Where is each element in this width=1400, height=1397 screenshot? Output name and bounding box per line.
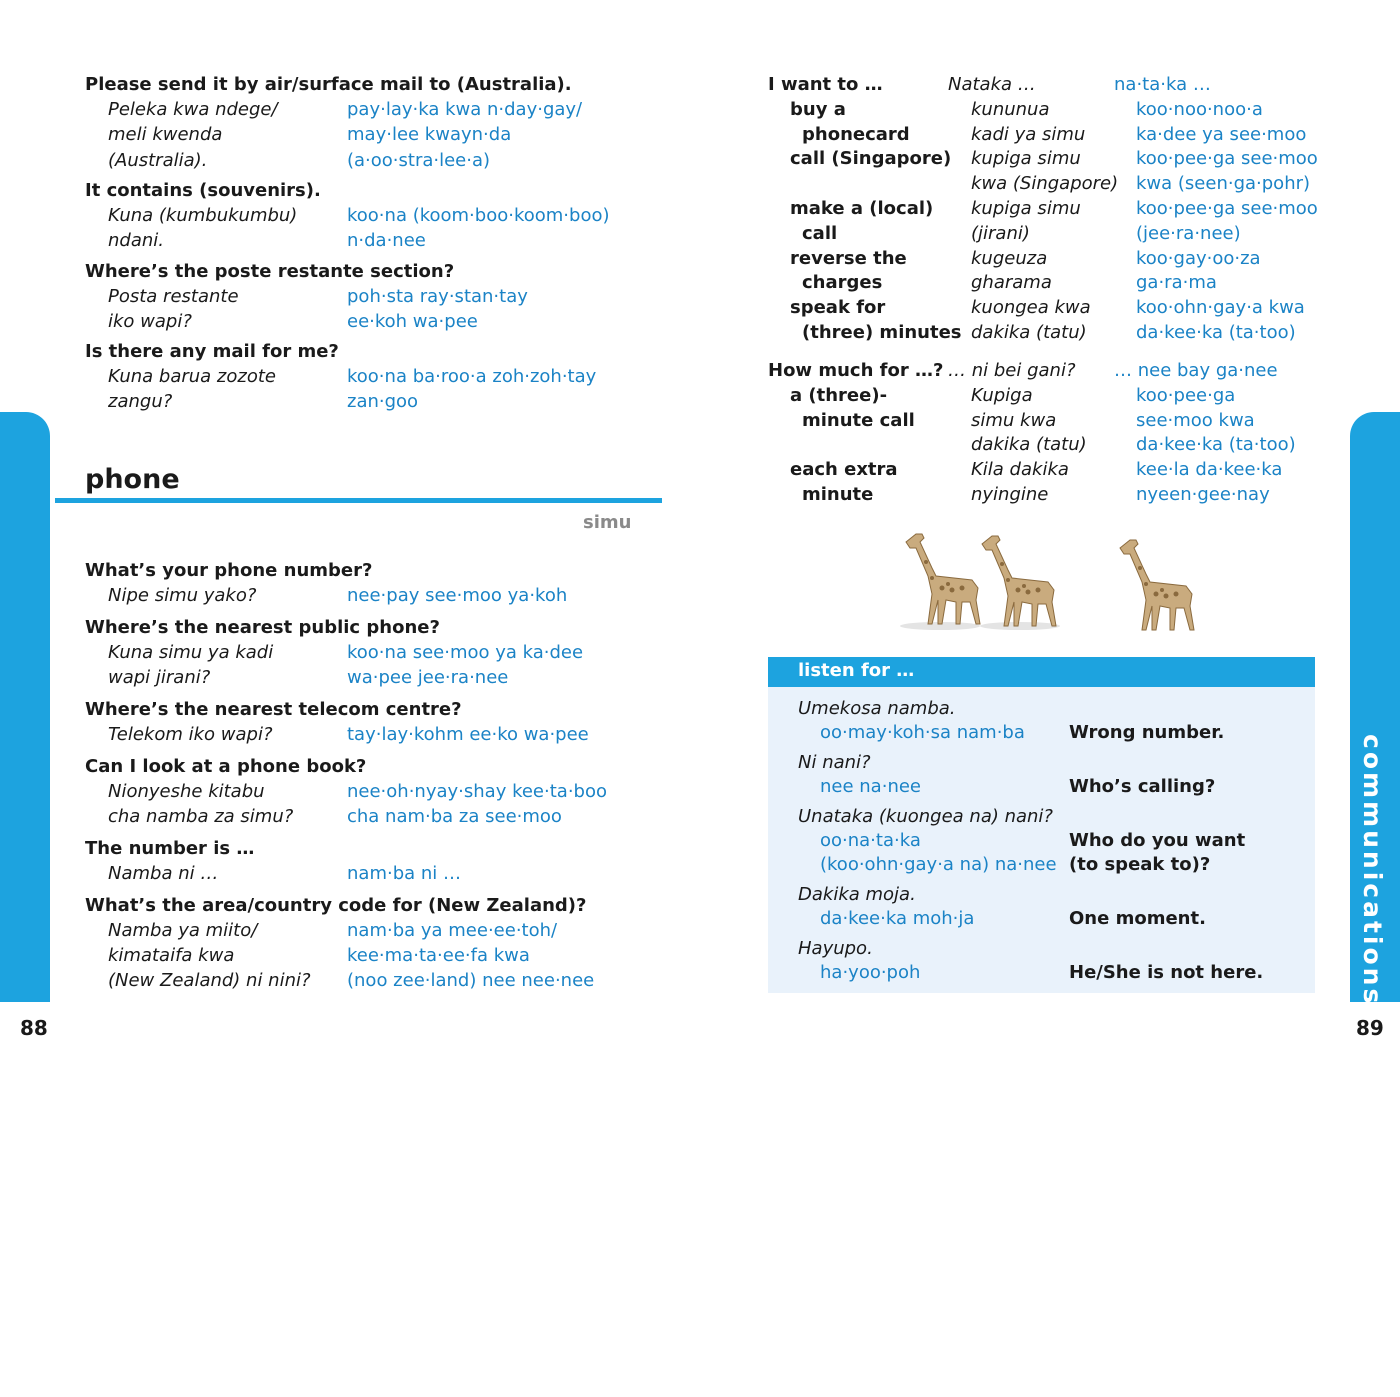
page-number-right: 89 <box>1356 1016 1384 1040</box>
table-swahili: Kila dakika <box>971 459 1069 481</box>
table-swahili: kugeuza <box>971 247 1048 269</box>
table-swahili: gharama <box>971 272 1052 294</box>
phrase-swahili: Nionyeshe kitabu <box>108 780 265 802</box>
phrase-swahili: cha namba za simu? <box>108 806 294 827</box>
listen-for-header <box>768 657 1315 687</box>
phrase-swahili: Nipe simu yako? <box>108 585 257 606</box>
phrase-pronunciation: kee·ma·ta·ee·fa kwa <box>347 944 530 966</box>
table-english: minute <box>802 484 874 505</box>
phrase-swahili: Namba ya miito/ <box>108 919 258 941</box>
phrase-swahili: ndani. <box>108 230 164 252</box>
phrase-swahili: Kuna simu ya kadi <box>108 641 274 663</box>
phrase-pronunciation: n·da·nee <box>347 230 426 252</box>
table-swahili: dakika (tatu) <box>971 322 1087 343</box>
phrase-pronunciation: koo·na (koom·boo·koom·boo) <box>347 204 610 226</box>
phrase-swahili: Peleka kwa ndege/ <box>108 99 278 120</box>
section-rule <box>55 498 662 503</box>
phrase-pronunciation: koo·na ba·roo·a zoh·zoh·tay <box>347 366 597 388</box>
table-pronunciation: kwa (seen·ga·pohr) <box>1136 173 1311 195</box>
phrase-english: Where’s the nearest telecom centre? <box>85 698 462 720</box>
phrase-pronunciation: zan·goo <box>347 391 419 413</box>
listen-pronunciation: da·kee·ka moh·ja <box>820 908 975 929</box>
table-swahili: simu kwa <box>971 409 1057 431</box>
listen-english: Who’s calling? <box>1069 776 1216 797</box>
phrase-pronunciation: tay·lay·kohm ee·ko wa·pee <box>347 723 589 745</box>
table-pronunciation: koo·ohn·gay·a kwa <box>1136 297 1305 319</box>
side-tab-label: PRACTICAL <box>43 1208 73 1397</box>
listen-english: Who do you want <box>1069 830 1246 851</box>
phrase-swahili: Posta restante <box>108 285 239 307</box>
phrase-swahili: iko wapi? <box>108 310 192 332</box>
table-pronunciation: (jee·ra·nee) <box>1136 222 1241 244</box>
table-english: call (Singapore) <box>790 148 952 170</box>
table-pronunciation: koo·pee·ga <box>1136 384 1236 406</box>
phrase-swahili: Telekom iko wapi? <box>108 723 273 745</box>
phrase-english: Please send it by air/surface mail to (Australia). <box>85 74 572 95</box>
listen-swahili: Unataka (kuongea na) nani? <box>798 806 1053 827</box>
phrase-swahili: (New Zealand) ni nini? <box>108 970 311 992</box>
table-swahili: nyingine <box>971 484 1049 505</box>
table-english: charges <box>802 272 883 294</box>
phrase-swahili: (Australia). <box>108 149 208 171</box>
listen-english: He/She is not here. <box>1069 962 1264 983</box>
phrase-english: The number is … <box>85 837 255 859</box>
table-english: I want to … <box>768 74 883 95</box>
table-english: each extra <box>790 459 898 481</box>
table-swahili: kupiga simu <box>971 198 1081 219</box>
phrase-swahili: Kuna (kumbukumbu) <box>108 204 298 226</box>
phrase-pronunciation: may·lee kwayn·da <box>347 124 512 146</box>
section-subtitle: simu <box>583 512 632 533</box>
table-swahili: … ni bei gani? <box>948 360 1076 381</box>
listen-pronunciation: (koo·ohn·gay·a na) na·nee <box>820 854 1057 875</box>
phrase-english: Can I look at a phone book? <box>85 755 367 777</box>
table-pronunciation: koo·noo·noo·a <box>1136 98 1263 120</box>
listen-english: Wrong number. <box>1069 722 1225 743</box>
table-swahili: (jirani) <box>971 222 1030 244</box>
listen-pronunciation: oo·may·koh·sa nam·ba <box>820 722 1025 743</box>
phrase-pronunciation: poh·sta ray·stan·tay <box>347 285 528 307</box>
side-tab-label: communications <box>1358 734 1387 1007</box>
table-english: (three) minutes <box>802 322 962 343</box>
listen-english: One moment. <box>1069 908 1206 929</box>
listen-swahili: Umekosa namba. <box>798 698 956 719</box>
listen-for-title: listen for … <box>798 660 915 681</box>
table-swahili: Nataka … <box>948 74 1036 95</box>
table-pronunciation: koo·gay·oo·za <box>1136 247 1261 269</box>
phrase-pronunciation: (a·oo·stra·lee·a) <box>347 149 491 171</box>
listen-english: (to speak to)? <box>1069 854 1211 875</box>
listen-pronunciation: oo·na·ta·ka <box>820 830 921 851</box>
table-pronunciation: see·moo kwa <box>1136 409 1255 431</box>
phrase-english: What’s the area/country code for (New Zealand)? <box>85 894 587 916</box>
phrase-english: Is there any mail for me? <box>85 341 339 363</box>
phrase-swahili: Kuna barua zozote <box>108 366 276 388</box>
listen-swahili: Ni nani? <box>798 752 871 773</box>
table-english: make a (local) <box>790 198 934 219</box>
side-tab-communications <box>1350 412 1400 1007</box>
phrase-pronunciation: koo·na see·moo ya ka·dee <box>347 641 584 663</box>
phrase-english: It contains (souvenirs). <box>85 179 321 201</box>
phrase-pronunciation: cha nam·ba za see·moo <box>347 806 562 827</box>
table-pronunciation: nyeen·gee·nay <box>1136 484 1270 505</box>
phrase-pronunciation: nee·oh·nyay·shay kee·ta·boo <box>347 780 607 802</box>
phrase-pronunciation: (noo zee·land) nee nee·nee <box>347 970 595 992</box>
phrase-pronunciation: nam·ba ni … <box>347 862 462 884</box>
table-pronunciation: kee·la da·kee·ka <box>1136 459 1283 481</box>
table-pronunciation: da·kee·ka (ta·too) <box>1136 322 1296 343</box>
table-pronunciation: koo·pee·ga see·moo <box>1136 148 1318 170</box>
phrase-english: What’s your phone number? <box>85 560 373 581</box>
table-swahili: kupiga simu <box>971 148 1081 170</box>
table-swahili: kwa (Singapore) <box>971 173 1119 195</box>
table-english: speak for <box>790 297 886 319</box>
table-pronunciation: … nee bay ga·nee <box>1114 360 1278 381</box>
phrase-pronunciation: nee·pay see·moo ya·koh <box>347 585 568 606</box>
table-english: call <box>802 222 838 244</box>
phrase-english: Where’s the poste restante section? <box>85 260 455 282</box>
table-pronunciation: da·kee·ka (ta·too) <box>1136 434 1296 456</box>
listen-swahili: Hayupo. <box>798 938 873 959</box>
section-title: phone <box>85 464 180 495</box>
phrase-pronunciation: pay·lay·ka kwa n·day·gay/ <box>347 99 583 120</box>
table-pronunciation: ga·ra·ma <box>1136 272 1217 294</box>
listen-pronunciation: nee na·nee <box>820 776 921 797</box>
listen-pronunciation: ha·yoo·poh <box>820 962 921 983</box>
table-swahili: kuongea kwa <box>971 297 1091 319</box>
table-english: phonecard <box>802 123 910 145</box>
page-number-left: 88 <box>20 1016 48 1040</box>
table-english: reverse the <box>790 247 907 269</box>
table-swahili: kadi ya simu <box>971 123 1086 145</box>
table-swahili: kununua <box>971 98 1050 120</box>
phrase-swahili: Namba ni … <box>108 862 219 884</box>
phrase-pronunciation: wa·pee jee·ra·nee <box>347 667 509 689</box>
phrase-swahili: wapi jirani? <box>108 667 211 689</box>
table-english: buy a <box>790 98 846 120</box>
table-pronunciation: koo·pee·ga see·moo <box>1136 198 1318 219</box>
table-english: minute call <box>802 409 915 431</box>
phrase-pronunciation: ee·koh wa·pee <box>347 310 478 332</box>
phrase-pronunciation: nam·ba ya mee·ee·toh/ <box>347 919 558 941</box>
table-pronunciation: ka·dee ya see·moo <box>1136 123 1307 145</box>
phrase-english: Where’s the nearest public phone? <box>85 616 440 638</box>
table-swahili: dakika (tatu) <box>971 434 1087 456</box>
phrase-swahili: kimataifa kwa <box>108 944 235 966</box>
phrase-swahili: meli kwenda <box>108 124 223 146</box>
table-swahili: Kupiga <box>971 384 1033 406</box>
listen-swahili: Dakika moja. <box>798 884 916 905</box>
phrase-swahili: zangu? <box>108 391 173 413</box>
table-english: a (three)- <box>790 384 888 406</box>
giraffes-illustration <box>880 528 1200 638</box>
table-pronunciation: na·ta·ka … <box>1114 74 1211 95</box>
table-english: How much for …? <box>768 360 944 381</box>
